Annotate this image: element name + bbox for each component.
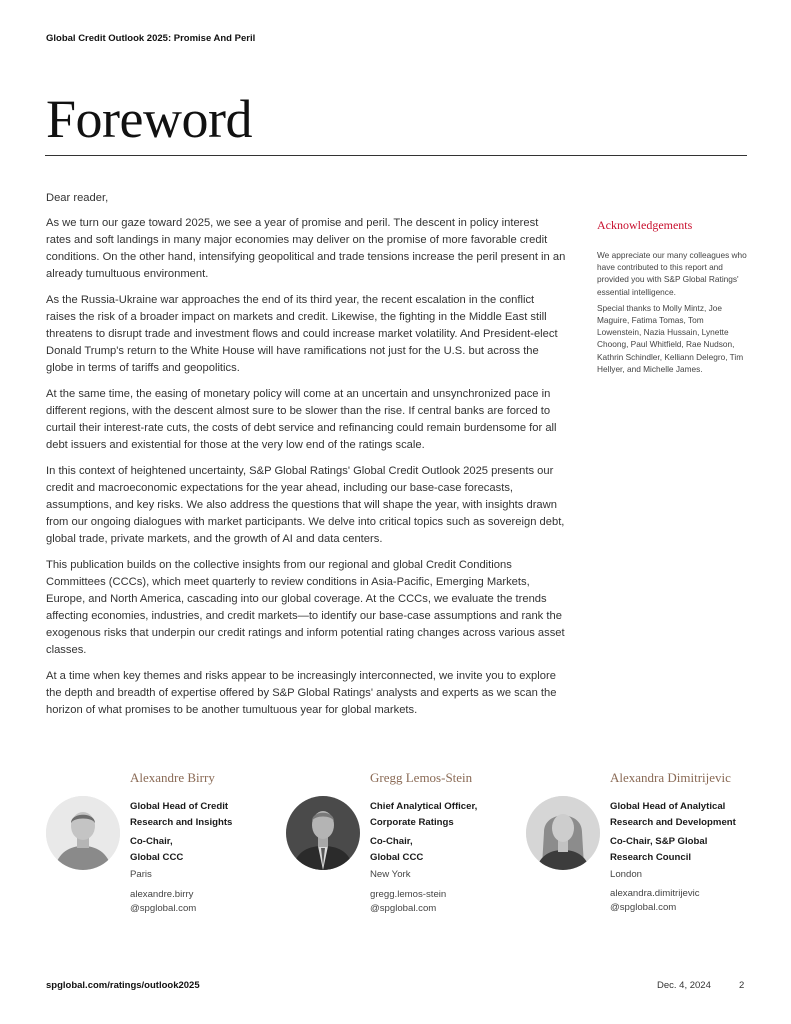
author-photo bbox=[286, 796, 360, 870]
footer-url-link[interactable]: spglobal.com/ratings/outlook2025 bbox=[46, 980, 200, 991]
author-photo bbox=[526, 796, 600, 870]
page-number: 2 bbox=[739, 980, 745, 991]
body-paragraph: As we turn our gaze toward 2025, we see a year of promise and peril. The descent in policy interest rates and soft landings in many major economies may deliver on the promise of more favorable credit conditions. On the other hand, intensifying geopolitical and trade tensions increase the peril present in an already tumultuous environment. bbox=[46, 217, 566, 280]
author-name: Alexandra Dimitrijevic bbox=[610, 770, 731, 785]
body-paragraph: In this context of heightened uncertainty, S&P Global Ratings' Global Credit Outlook 2025 presents our credit and macroeconomic expectations for the year ahead, including our base-case forecasts, assumptions, and key risks. We also address the questions that will shape the year, with insights drawn from our ongoing dialogues with market participants. We delve into critical topics such as sovereign debt, global trade, private markets, and the growth of AI and data centers. bbox=[46, 465, 565, 545]
author-name: Alexandre Birry bbox=[130, 770, 215, 785]
acknowledgements-thanks: Special thanks to Molly Mintz, Joe Maguire, Fatima Tomas, Tom Lowenstein, Nazia Hussain, Lynette Choong, Paul Whitfield, Rae Nudson, Kathrin Schindler, Kelliann Delegro, Tim Hellyer, and Michelle James. bbox=[597, 302, 744, 374]
portrait-image bbox=[286, 796, 360, 870]
author-card-lemos-stein bbox=[286, 770, 501, 920]
acknowledgements-heading: Acknowledgements bbox=[597, 218, 693, 232]
author-committee: Co-Chair, Global CCC bbox=[130, 836, 184, 863]
body-paragraph: This publication builds on the collective insights from our regional and global Credit Conditions Committees (CCCs), which meet quarterly to review conditions in Asia-Pacific, Emerging Markets, Europe, and North America, cascading into our global coverage. At the CCCs, we evaluate the trends affecting economies, industries, and credit markets—to identify our base-case assumptions and rank the exogenous risks that underpin our credit ratings and inform potential rating changes across various asset classes. bbox=[46, 559, 565, 656]
author-email[interactable]: alexandra.dimitrijevic @spglobal.com bbox=[610, 888, 700, 913]
author-photo bbox=[46, 796, 120, 870]
author-city: New York bbox=[370, 869, 411, 880]
author-title: Chief Analytical Officer, Corporate Ratings bbox=[370, 801, 478, 828]
page-title: Foreword bbox=[46, 89, 252, 149]
author-title: Global Head of Credit Research and Insights bbox=[130, 801, 233, 828]
author-title: Global Head of Analytical Research and Development bbox=[610, 801, 736, 828]
author-card-birry bbox=[46, 770, 261, 920]
body-paragraph: At the same time, the easing of monetary policy will come at an uncertain and unsynchronized pace in different regions, with the descent almost sure to be slower than the rise. If central banks are forced to curtail their interest-rate cuts, the costs of debt service and refinancing could remain burdensome for all debt issuers and existential for those at the very low end of the ratings scale. bbox=[46, 388, 557, 451]
author-committee: Co-Chair, Global CCC bbox=[370, 836, 424, 863]
title-divider bbox=[45, 155, 747, 156]
author-email[interactable]: alexandre.birry @spglobal.com bbox=[130, 889, 197, 914]
author-committee: Co-Chair, S&P Global Research Council bbox=[610, 836, 708, 863]
document-header: Global Credit Outlook 2025: Promise And Peril bbox=[46, 33, 256, 44]
author-city: London bbox=[610, 869, 643, 880]
author-card-dimitrijevic bbox=[526, 770, 741, 920]
acknowledgements-sidebar bbox=[597, 218, 747, 379]
footer-date: Dec. 4, 2024 bbox=[657, 980, 711, 991]
author-city: Paris bbox=[130, 869, 152, 880]
body-paragraph: As the Russia-Ukraine war approaches the end of its third year, the recent escalation in the conflict raises the risk of a broader impact on markets and credit. Likewise, the fighting in the Middle East still threatens to disrupt trade and investment flows and could increase market volatility. And President-elect Donald Trump's return to the White House will have ramifications not just for the U.S. but across the globe in terms of tariffs and geopolitics. bbox=[46, 294, 558, 374]
salutation: Dear reader, bbox=[46, 192, 109, 204]
body-paragraph: At a time when key themes and risks appear to be increasingly interconnected, we invite you to explore the depth and breadth of expertise offered by S&P Global Ratings' analysts and experts as we scan the horizon of what promises to be another tumultuous year for global markets. bbox=[46, 670, 557, 716]
acknowledgements-intro: We appreciate our many colleagues who have contributed to this report and provided you with S&P Global Ratings' essential intelligence. bbox=[597, 250, 747, 297]
author-email[interactable]: gregg.lemos-stein @spglobal.com bbox=[370, 889, 447, 914]
portrait-image bbox=[46, 796, 120, 870]
portrait-image bbox=[526, 796, 600, 870]
author-name: Gregg Lemos-Stein bbox=[370, 770, 473, 785]
foreword-body bbox=[46, 190, 566, 728]
